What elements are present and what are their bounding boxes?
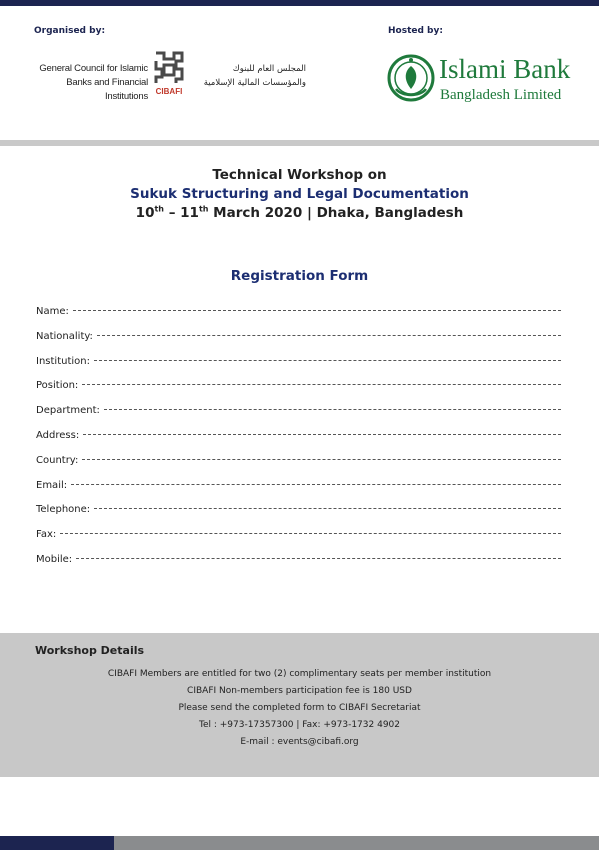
field-address[interactable] [36,430,561,455]
details-line: Please send the completed form to CIBAFI Secretariat [178,703,421,713]
field-label: Email: [36,479,68,491]
hosted-by-label: Hosted by: [388,26,443,36]
field-position[interactable] [36,380,561,405]
field-label: Address: [36,429,80,441]
field-email[interactable] [36,480,561,505]
bank-subtitle: Bangladesh Limited [440,87,562,103]
workshop-details-panel [0,633,599,777]
field-line[interactable] [97,335,561,336]
date-day2: 11 [180,205,199,221]
date-rest: March 2020 | Dhaka, Bangladesh [208,205,464,221]
field-country[interactable] [36,455,561,480]
date-sup2: th [198,204,209,214]
field-label: Nationality: [36,330,93,342]
cibafi-arabic-line1: المجلس العام للبنوك [232,64,306,74]
field-telephone[interactable] [36,504,561,529]
field-label: Mobile: [36,553,73,565]
field-department[interactable] [36,405,561,430]
cibafi-arabic-name [188,62,306,90]
footer-bar-grey [114,836,599,850]
field-line[interactable] [82,384,561,385]
field-line[interactable] [83,434,561,435]
field-mobile[interactable] [36,554,561,579]
cibafi-arabic-line2: والمؤسسات المالية الإسلامية [203,78,306,88]
field-line[interactable] [94,508,561,509]
field-line[interactable] [104,409,561,410]
field-institution[interactable] [36,356,561,381]
details-line: CIBAFI Non-members participation fee is 180 USD [187,686,412,696]
field-label: Department: [36,405,100,417]
date-separator: – [164,205,181,221]
event-titles [0,166,599,223]
cibafi-name-line2: Banks and Financial Institutions [66,77,148,102]
registration-form-title: Registration Form [230,268,369,284]
field-label: Institution: [36,355,90,367]
workshop-details-title: Workshop Details [35,644,145,657]
details-email-line[interactable]: E-mail : events@cibafi.org [240,737,359,747]
event-title-line2: Sukuk Structuring and Legal Documentation [130,186,469,202]
field-line[interactable] [82,459,561,460]
header-separator [0,140,599,146]
field-label: Name: [36,306,69,317]
date-sup1: th [154,204,164,214]
field-name[interactable] [36,306,561,331]
event-date-line [0,204,599,223]
field-line[interactable] [60,533,561,534]
details-line: CIBAFI Members are entitled for two (2) complimentary seats per member institution [107,669,492,679]
field-label: Fax: [36,529,57,541]
bank-name: Islami Bank [439,54,571,84]
footer-bar-dark [0,836,114,850]
field-nationality[interactable] [36,331,561,356]
cibafi-logo-text: CIBAFI [155,87,183,96]
islami-bank-emblem-icon [386,53,436,103]
registration-fields [36,306,561,579]
header [0,6,599,140]
event-title-line1: Technical Workshop on [212,167,387,183]
date-day1: 10 [135,205,155,221]
cibafi-name-line1: General Council for Islamic [39,63,148,74]
field-label: Country: [36,454,79,466]
field-label: Position: [36,380,79,392]
field-label: Telephone: [36,504,91,516]
field-fax[interactable] [36,529,561,554]
cibafi-english-name [26,62,148,104]
field-line[interactable] [76,558,561,559]
field-line[interactable] [94,360,561,361]
workshop-details-lines [0,666,599,751]
cibafi-logo-icon [152,49,186,97]
organised-by-label: Organised by: [34,26,106,36]
field-line[interactable] [71,484,561,485]
field-line[interactable] [73,310,561,311]
details-line: Tel : +973-17357300 | Fax: +973-1732 4902 [198,720,400,730]
